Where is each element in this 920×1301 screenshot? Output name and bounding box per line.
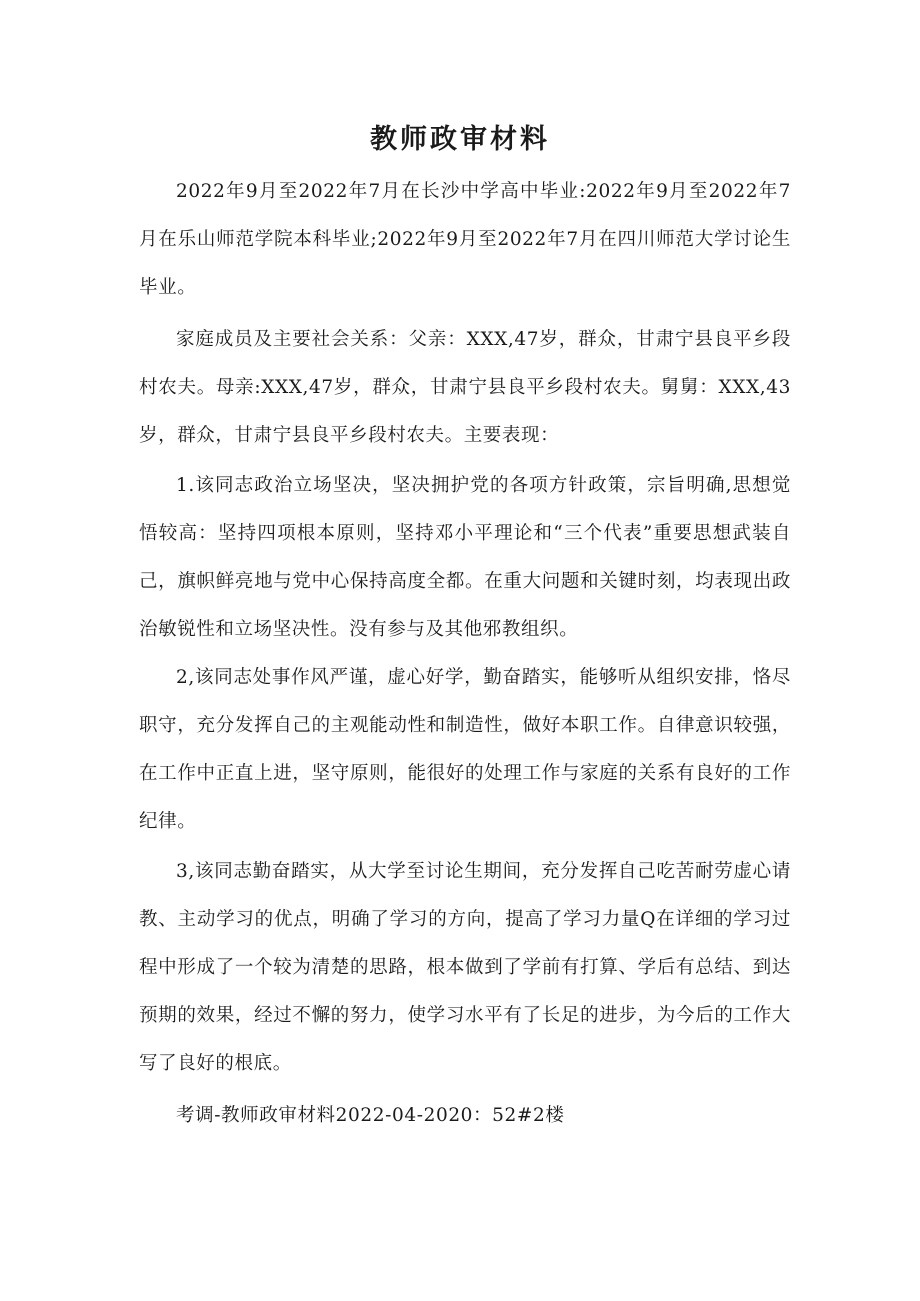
document-footer: 考调-教师政审材料2022-04-2020：52#2楼 — [176, 1105, 565, 1126]
paragraph-political: 1.该同志政治立场坚决，坚决拥护党的各项方针政策，宗旨明确,思想觉悟较高：坚持四项根本原则，坚持邓小平理论和“三个代表”重要思想武装自己，旗帜鲜亮地与党中心保持高度全都。在重大问题和关键时刻，均表现出政治敏锐性和立场坚决性。没有参与及其他邪教组织。 — [139, 475, 791, 640]
paragraph-study: 3,该同志勤奋踏实，从大学至讨论生期间，充分发挥自己吃苦耐劳虚心请教、主动学习的优点，明确了学习的方向，提高了学习力量Q在详细的学习过程中形成了一个较为清楚的思路，根本做到了学前有打算、学后有总结、到达预期的效果，经过不懈的努力，使学习水平有了长足的进步，为今后的工作大写了良好的根底。 — [139, 861, 791, 1074]
document-title: 教师政审材料 — [370, 124, 550, 155]
paragraph-work-style: 2,该同志处事作风严谨，虚心好学，勤奋踏实，能够听从组织安排，恪尽职守，充分发挥自己的主观能动性和制造性，做好本职工作。自律意识较强，在工作中正直上进，坚守原则，能很好的处理工作与家庭的关系有良好的工作纪律。 — [139, 667, 791, 832]
paragraph-family: 家庭成员及主要社会关系：父亲：XXX,47岁，群众，甘肃宁县良平乡段村农夫。母亲:XXX,47岁，群众，甘肃宁县良平乡段村农夫。舅舅：XXX,43岁，群众，甘肃宁县良平乡段村农夫。主要表现： — [139, 329, 791, 446]
paragraph-education: 2022年9月至2022年7月在长沙中学高中毕业:2022年9月至2022年7月在乐山师范学院本科毕业;2022年9月至2022年7月在四川师范大学讨论生毕业。 — [139, 181, 791, 298]
